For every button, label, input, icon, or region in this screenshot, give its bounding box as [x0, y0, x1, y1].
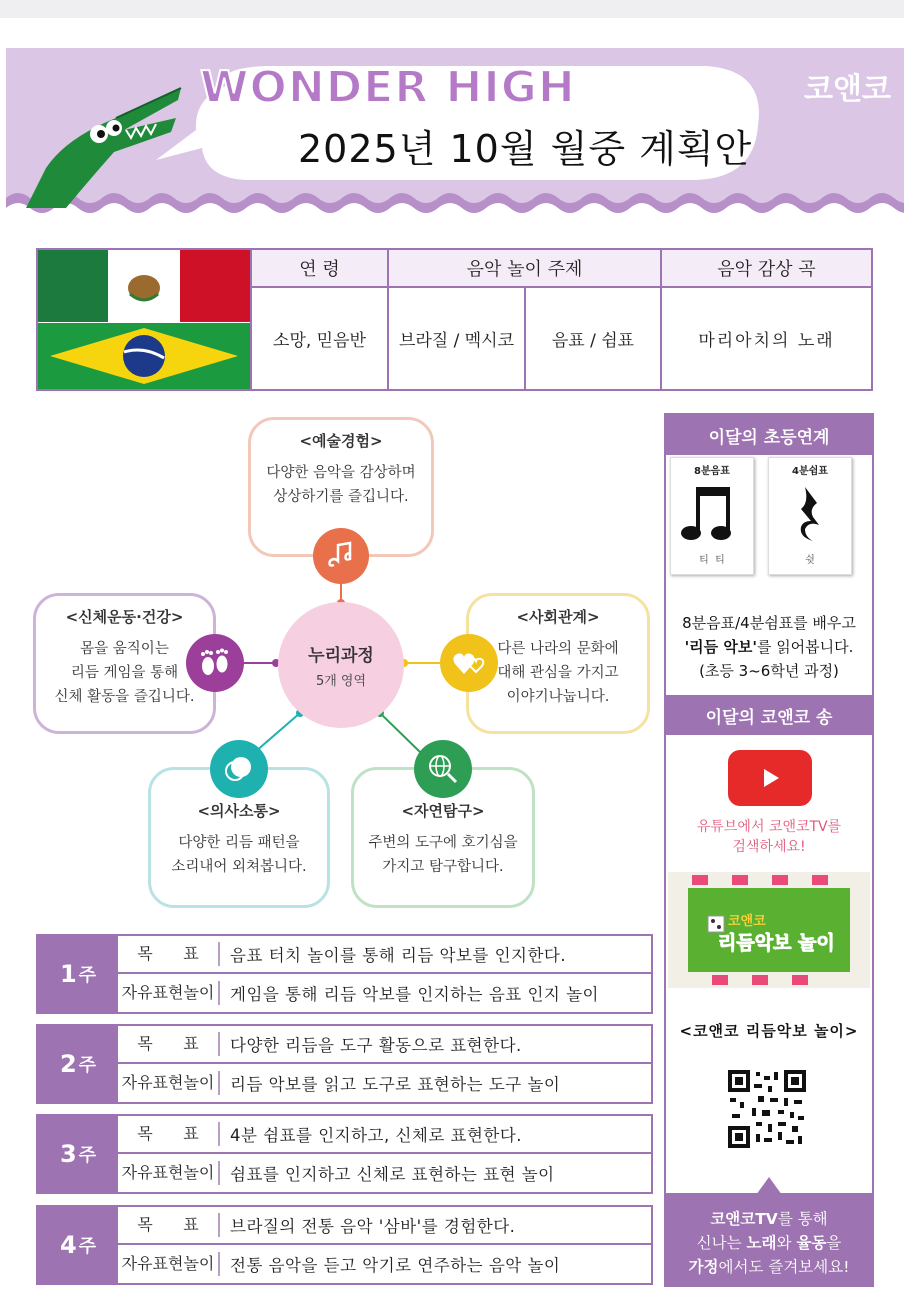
theme-topic: 음표 / 쉼표: [526, 288, 662, 389]
area-physical-title: <신체운동·건강>: [65, 608, 184, 626]
area-social-title: <사회관계>: [516, 608, 600, 626]
week-goal-row: [118, 1207, 651, 1245]
area-nature-title: <자연탐구>: [401, 802, 485, 820]
center-hub: [278, 602, 404, 728]
header-song: 음악 감상 곡: [662, 250, 871, 288]
week-1: [36, 934, 653, 1014]
thumbnail-title-2: 리듬악보 놀이: [718, 932, 835, 954]
play-text: 전통 음악을 듣고 악기로 연주하는 음악 놀이: [230, 1256, 561, 1275]
song-value: 마리아치의 노래: [698, 331, 835, 351]
goal-text: 4분 쉼표를 인지하고, 신체로 표현한다.: [230, 1126, 523, 1145]
qr-code-image: [728, 1070, 806, 1148]
footer-line-3: 가정에서도 즐겨보세요!: [688, 1258, 850, 1276]
footer-arrow: [756, 1177, 782, 1195]
week-play-row: [118, 1245, 651, 1283]
goal-label: 목 표: [118, 1122, 220, 1146]
rhythm-game-thumbnail[interactable]: [668, 872, 870, 988]
area-social-text-2: 대해 관심을 가지고: [497, 665, 619, 681]
quarter-rest-icon: [769, 477, 853, 547]
week-goal-row: [118, 936, 651, 974]
goal-label: 목 표: [118, 1213, 220, 1237]
area-art-text-2: 상상하기를 즐깁니다.: [273, 489, 409, 505]
area-nature-text-2: 가지고 탐구합니다.: [382, 859, 504, 875]
card-label: 4분쉼표: [792, 466, 828, 477]
week-goal-row: [118, 1116, 651, 1154]
footer-line-1: 코앤코TV를 통해: [710, 1210, 828, 1228]
week-label: 3 주: [38, 1116, 118, 1192]
card-syllable: 쉿: [805, 555, 815, 566]
week-4: [36, 1205, 653, 1285]
goal-text: 음표 터치 놀이를 통해 리듬 악보를 인지한다.: [230, 946, 567, 965]
eighth-notes-icon: [671, 477, 755, 547]
desc-line-1: 8분음표/4분쉼표를 배우고: [682, 614, 856, 632]
desc-line-3: (초등 3~6학년 과정): [699, 662, 839, 680]
center-title: 누리과정: [308, 646, 374, 666]
week-play-row: [118, 974, 651, 1012]
area-art-text-1: 다양한 음악을 감상하며: [266, 465, 416, 481]
area-nature-text-1: 주변의 도구에 호기심을: [368, 835, 518, 851]
play-text: 게임을 통해 리듬 악보를 인지하는 음표 인지 놀이: [230, 985, 599, 1004]
card-syllable: 티 티: [699, 555, 725, 566]
age-value: 소망, 믿음반: [252, 288, 389, 389]
play-label: 자유표현놀이: [118, 1161, 220, 1185]
speech-bubble-icon: [210, 740, 268, 798]
thumbnail-title-1: 코앤코: [728, 914, 766, 929]
week-play-row: [118, 1154, 651, 1192]
youtube-icon[interactable]: [728, 750, 812, 806]
week-goal-row: [118, 1026, 651, 1064]
theme-country: 브라질 / 멕시코: [389, 288, 526, 389]
elementary-description: [666, 611, 872, 683]
area-communication-text-2: 소리내어 외쳐봅니다.: [171, 859, 307, 875]
goal-text: 브라질의 전통 음악 '삼바'를 경험한다.: [230, 1217, 516, 1236]
area-physical-text-2: 리듬 게임을 통해: [70, 665, 179, 681]
week-label: 4 주: [38, 1207, 118, 1283]
week-play-row: [118, 1064, 651, 1102]
week-2: [36, 1024, 653, 1104]
area-art-title: <예술경험>: [299, 432, 383, 450]
area-communication-title: <의사소통>: [197, 802, 281, 820]
area-social-text-3: 이야기나눕니다.: [506, 689, 610, 705]
week-3: [36, 1114, 653, 1194]
video-caption: <코앤코 리듬악보 놀이>: [679, 1022, 859, 1040]
week-label: 2 주: [38, 1026, 118, 1102]
center-subtitle: 5개 영역: [315, 674, 367, 689]
coanco-logo: 코앤코: [804, 72, 891, 107]
qr-code[interactable]: [728, 1070, 806, 1148]
footprints-icon: [186, 634, 244, 692]
globe-magnifier-icon: [414, 740, 472, 798]
footer-line-2: 신나는 노래와 율동을: [696, 1234, 842, 1252]
goal-label: 목 표: [118, 942, 220, 966]
eighth-note-card: [670, 457, 754, 575]
page-title: 2025년 10월 월중 계획안: [298, 127, 753, 171]
area-communication-text-1: 다양한 리듬 패턴을: [178, 835, 300, 851]
card-label: 8분음표: [694, 466, 730, 477]
goal-text: 다양한 리듬을 도구 활동으로 표현한다.: [230, 1036, 522, 1055]
play-label: 자유표현놀이: [118, 981, 220, 1005]
youtube-search-text: 유튜브에서 코앤코TV를 검색하세요!: [696, 819, 842, 855]
area-social-text-1: 다른 나라의 문화에: [497, 641, 619, 657]
play-text: 리듬 악보를 읽고 도구로 표현하는 도구 놀이: [230, 1075, 561, 1094]
song-header: 이달의 코앤코 송: [666, 695, 872, 735]
play-text: 쉼표를 인지하고 신체로 표현하는 표현 놀이: [230, 1165, 555, 1184]
desc-line-2: '리듬 악보'를 읽어봅니다.: [684, 638, 854, 656]
play-label: 자유표현놀이: [118, 1252, 220, 1276]
music-note-icon: [313, 528, 369, 584]
quarter-rest-card: [768, 457, 852, 575]
goal-label: 목 표: [118, 1032, 220, 1056]
play-label: 자유표현놀이: [118, 1071, 220, 1095]
header-theme: 음악 놀이 주제: [389, 250, 662, 288]
sidebar: [664, 413, 874, 1287]
hearts-icon: [440, 634, 498, 692]
footer-text: [666, 1207, 872, 1279]
area-physical-text-1: 몸을 움직이는: [80, 641, 169, 657]
area-physical-text-3: 신체 활동을 즐깁니다.: [54, 689, 195, 705]
header-age: 연 령: [252, 250, 389, 288]
week-label: 1 주: [38, 936, 118, 1012]
brand-title: WONDER HIGH: [200, 62, 576, 113]
elementary-link-header: 이달의 초등연계: [666, 415, 872, 455]
